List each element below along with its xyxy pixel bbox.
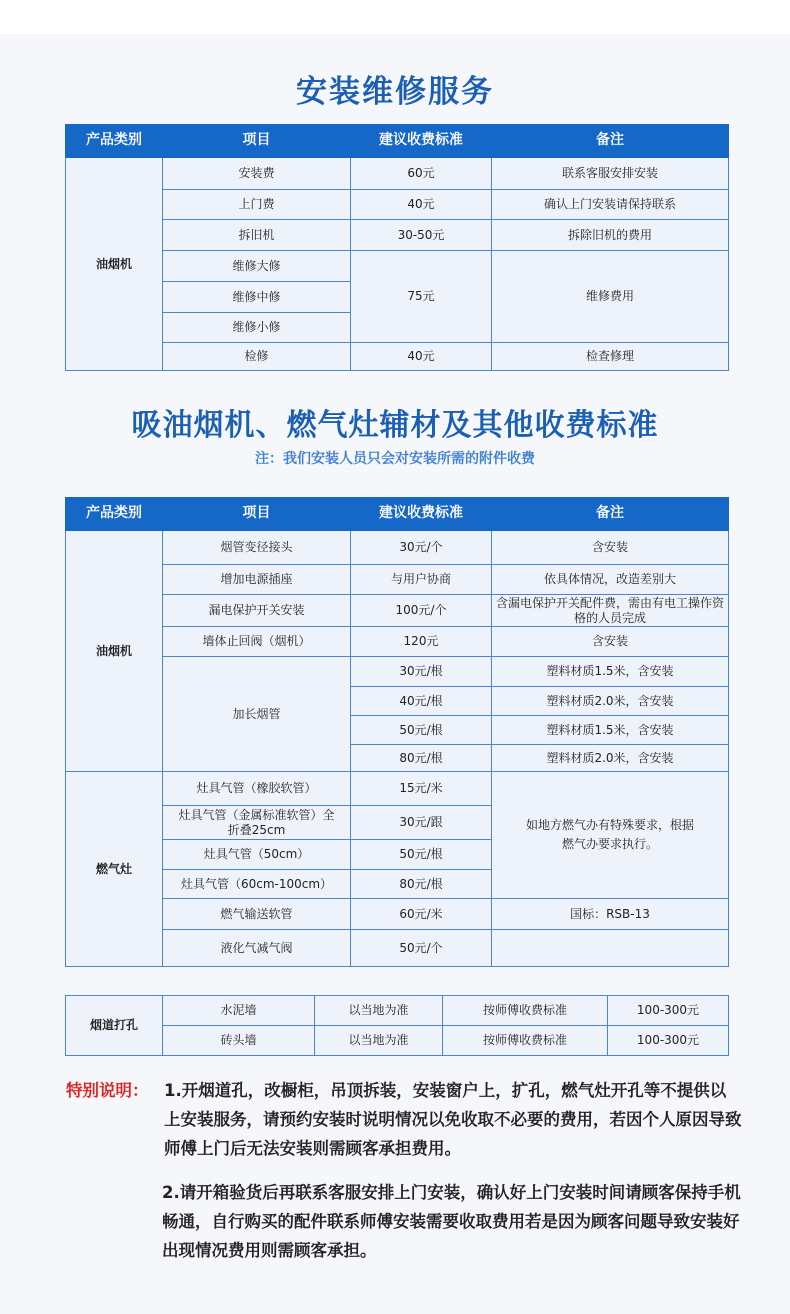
item-cell: 灶具气管（50cm） — [163, 840, 351, 870]
item-cell: 灶具气管（橡胶软管） — [163, 772, 351, 806]
note-cell: 含安装 — [492, 627, 729, 657]
price-cell: 60元 — [351, 158, 492, 190]
table-row — [66, 343, 729, 371]
item-cell: 燃气输送软管 — [163, 899, 351, 930]
header-category: 产品类别 — [66, 498, 163, 531]
note-cell: 检查修理 — [492, 343, 729, 371]
note-cell: 塑料材质1.5米，含安装 — [492, 657, 729, 687]
category-cell: 燃气灶 — [66, 772, 163, 967]
item-cell: 液化气减气阀 — [163, 930, 351, 967]
item-cell: 检修 — [163, 343, 351, 371]
table-row — [66, 657, 729, 687]
item-cell: 烟管变径接头 — [163, 531, 351, 565]
item-cell: 灶具气管（金属标准软管）全折叠25cm — [163, 806, 351, 840]
table-row — [66, 158, 729, 190]
note-cell: 塑料材质2.0米，含安装 — [492, 687, 729, 716]
section1-title: 安装维修服务 — [296, 74, 494, 110]
table-header — [66, 498, 729, 531]
table-row — [66, 1026, 729, 1056]
item-cell: 加长烟管 — [163, 657, 351, 772]
item-cell: 灶具气管（60cm-100cm） — [163, 870, 351, 899]
wall-cell: 砖头墙 — [163, 1026, 315, 1056]
price-cell: 75元 — [351, 251, 492, 343]
item-cell: 维修大修 — [163, 251, 351, 282]
price-cell: 40元/根 — [351, 687, 492, 716]
table-row — [66, 627, 729, 657]
section2-title: 吸油烟机、燃气灶辅材及其他收费标准 — [131, 408, 659, 443]
table-row — [66, 899, 729, 930]
price-cell: 80元/根 — [351, 870, 492, 899]
item-cell: 拆旧机 — [163, 220, 351, 251]
header-category: 产品类别 — [66, 125, 163, 158]
item-cell: 漏电保护开关安装 — [163, 595, 351, 627]
price-cell: 40元 — [351, 343, 492, 371]
table-row — [66, 190, 729, 220]
special-note-label: 特别说明： — [66, 1081, 149, 1100]
table-row — [66, 930, 729, 967]
price-cell: 100-300元 — [608, 1026, 729, 1056]
standard-cell: 按师傅收费标准 — [443, 1026, 608, 1056]
accessories-table — [65, 497, 729, 967]
table-header — [66, 125, 729, 158]
note-cell: 含安装 — [492, 531, 729, 565]
note-cell: 含漏电保护开关配件费，需由有电工操作资格的人员完成 — [492, 595, 729, 627]
note-cell — [492, 930, 729, 967]
category-cell: 油烟机 — [66, 531, 163, 772]
basis-cell: 以当地为准 — [315, 1026, 443, 1056]
header-item: 项目 — [163, 498, 351, 531]
item-cell: 维修中修 — [163, 282, 351, 313]
drilling-table — [65, 995, 729, 1056]
header-price: 建议收费标准 — [351, 125, 492, 158]
header-item: 项目 — [163, 125, 351, 158]
special-note-text-2: 2.请开箱验货后再联系客服安排上门安装，确认好上门安装时间请顾客保持手机畅通，自行购买的配件联系师傅安装需要收取费用若是因为顾客问题导致安装好出现情况费用则需顾客承担。 — [162, 1183, 741, 1260]
note-cell: 塑料材质2.0米，含安装 — [492, 745, 729, 772]
price-cell: 50元/根 — [351, 716, 492, 745]
note-cell: 依具体情况，改造差别大 — [492, 565, 729, 595]
table-row — [66, 772, 729, 806]
price-cell: 100-300元 — [608, 996, 729, 1026]
header-price: 建议收费标准 — [351, 498, 492, 531]
price-cell: 60元/米 — [351, 899, 492, 930]
table-row — [66, 565, 729, 595]
special-note-text-1: 1.开烟道孔，改橱柜，吊顶拆装，安装窗户上，扩孔，燃气灶开孔等不提供以上安装服务，请预约安装时说明情况以免收取不必要的费用，若因个人原因导致师傅上门后无法安装则需顾客承担费用。 — [164, 1081, 742, 1158]
install-repair-table — [65, 124, 729, 371]
note-cell: 如地方燃气办有特殊要求，根据燃气办要求执行。 — [492, 772, 729, 899]
header-note: 备注 — [492, 125, 729, 158]
price-cell: 100元/个 — [351, 595, 492, 627]
wall-cell: 水泥墙 — [163, 996, 315, 1026]
section2-subtitle: 注：我们安装人员只会对安装所需的附件收费 — [255, 451, 535, 467]
item-cell: 墙体止回阀（烟机） — [163, 627, 351, 657]
price-cell: 120元 — [351, 627, 492, 657]
price-cell: 30-50元 — [351, 220, 492, 251]
special-note-1 — [66, 1076, 746, 1158]
price-cell: 与用户协商 — [351, 565, 492, 595]
item-cell: 上门费 — [163, 190, 351, 220]
table-row — [66, 251, 729, 282]
item-cell: 维修小修 — [163, 313, 351, 343]
price-cell: 15元/米 — [351, 772, 492, 806]
note-cell: 拆除旧机的费用 — [492, 220, 729, 251]
note-cell: 国标：RSB-13 — [492, 899, 729, 930]
note-cell: 确认上门安装请保持联系 — [492, 190, 729, 220]
category-cell: 烟道打孔 — [66, 996, 163, 1056]
standard-cell: 按师傅收费标准 — [443, 996, 608, 1026]
price-cell: 80元/根 — [351, 745, 492, 772]
basis-cell: 以当地为准 — [315, 996, 443, 1026]
price-cell: 40元 — [351, 190, 492, 220]
table-row — [66, 996, 729, 1026]
price-cell: 50元/个 — [351, 930, 492, 967]
price-cell: 50元/根 — [351, 840, 492, 870]
table-row — [66, 595, 729, 627]
header-note: 备注 — [492, 498, 729, 531]
note-cell: 联系客服安排安装 — [492, 158, 729, 190]
note-cell: 维修费用 — [492, 251, 729, 343]
item-cell: 增加电源插座 — [163, 565, 351, 595]
price-cell: 30元/跟 — [351, 806, 492, 840]
item-cell: 安装费 — [163, 158, 351, 190]
table-row — [66, 531, 729, 565]
note-cell: 塑料材质1.5米，含安装 — [492, 716, 729, 745]
category-cell: 油烟机 — [66, 158, 163, 371]
price-cell: 30元/个 — [351, 531, 492, 565]
price-cell: 30元/根 — [351, 657, 492, 687]
table-row — [66, 220, 729, 251]
